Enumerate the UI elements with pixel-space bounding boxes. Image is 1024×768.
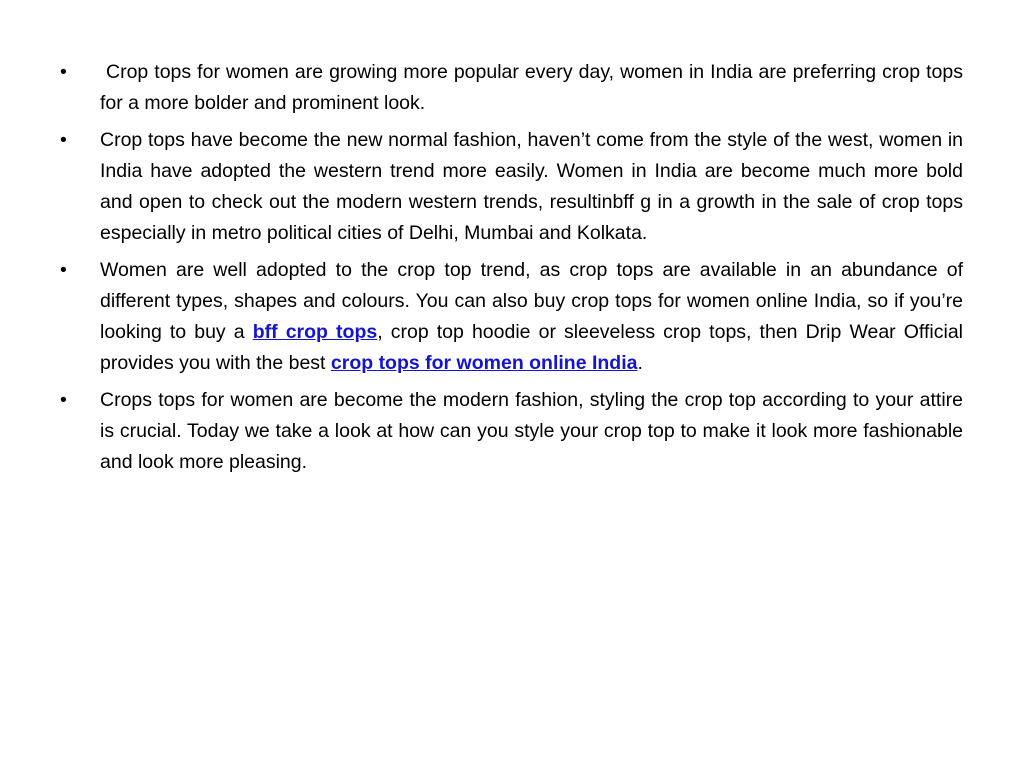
bullet-icon: • bbox=[60, 61, 67, 83]
bullet-list bbox=[60, 57, 963, 484]
crop-tops-online-india-link[interactable]: crop tops for women online India bbox=[330, 352, 638, 374]
bullet-icon: • bbox=[60, 259, 67, 281]
bullet-icon: • bbox=[60, 389, 67, 411]
bullet-icon: • bbox=[60, 129, 67, 151]
bullet-text-before: Women are well adopted to the crop top trend, as crop tops are available in an abundance of different types, shapes and colours. You can also buy crop tops for women online India, so if you’re looking to buy a bbox=[100, 259, 963, 343]
bullet-text-after: . bbox=[637, 352, 643, 374]
bullet-text: Crop tops have become the new normal fashion, haven’t come from the style of the west, women in India have adopted the western trend more easily. Women in India are become much more bold and open to check out the modern western trends, resultinbff g in a growth in the sale of crop tops especially in metro political cities of Delhi, Mumbai and Kolkata. bbox=[100, 129, 963, 244]
bullet-text: Crops tops for women are become the modern fashion, styling the crop top according to your attire is crucial. Today we take a look at how can you style your crop top to make it look more fashionable and look more pleasing. bbox=[100, 389, 963, 473]
bullet-item-2 bbox=[60, 125, 963, 249]
bullet-text-middle: , crop top hoodie or sleeveless crop tops, then Drip Wear Official provides you with the best bbox=[100, 321, 964, 374]
bullet-item-3 bbox=[60, 255, 963, 379]
bff-crop-tops-link[interactable]: bff crop tops bbox=[252, 321, 378, 343]
bullet-item-4 bbox=[60, 385, 963, 478]
bullet-text: Crop tops for women are growing more popular every day, women in India are preferring crop tops for a more bolder and prominent look. bbox=[100, 61, 963, 114]
bullet-item-1 bbox=[60, 57, 963, 119]
